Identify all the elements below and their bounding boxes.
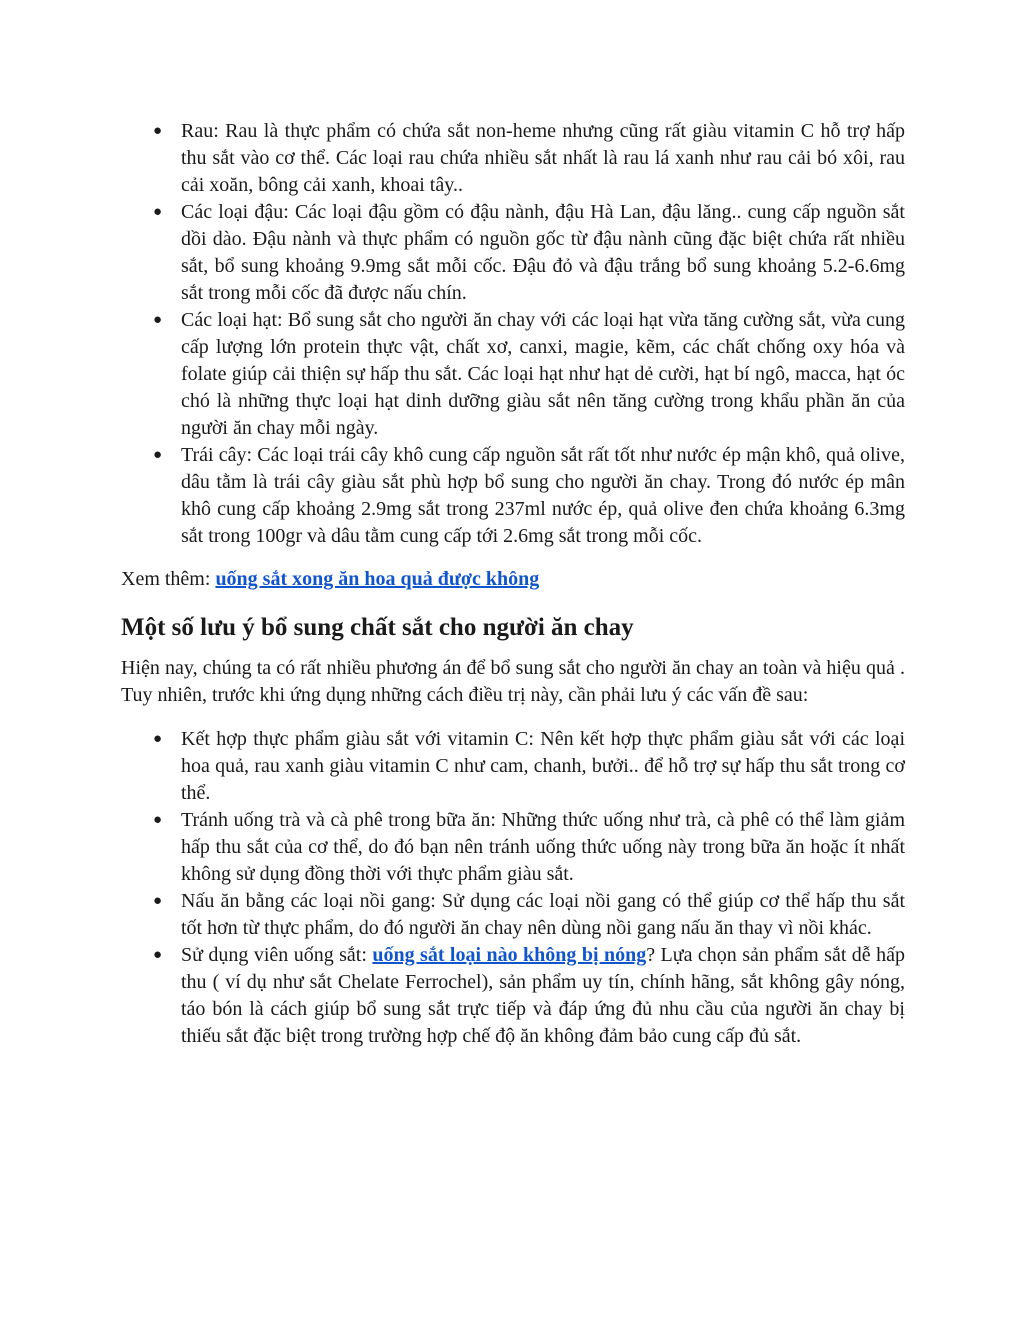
list-item-text: Rau: Rau là thực phẩm có chứa sắt non-heme nhưng cũng rất giàu vitamin C hỗ trợ hấp thu sắt vào cơ thể. Các loại rau chứa nhiều sắt nhất là rau lá xanh như rau cải bó xôi, rau cải xoăn, bông cải xanh, khoai tây..: [181, 120, 905, 196]
bullet-icon: ●: [153, 731, 163, 747]
list-item: [121, 942, 905, 1050]
list-item: [121, 307, 905, 442]
list-item-text: Nấu ăn bằng các loại nồi gang: Sử dụng các loại nồi gang có thể giúp cơ thể hấp thu sắt tốt hơn từ thực phẩm, do đó người ăn chay nên dùng nồi gang nấu ăn thay vì nồi khác.: [181, 890, 905, 939]
list-item: [121, 442, 905, 550]
list-item-text: Các loại đậu: Các loại đậu gồm có đậu nành, đậu Hà Lan, đậu lăng.. cung cấp nguồn sắt dồi dào. Đậu nành và thực phẩm có nguồn gốc từ đậu nành cũng đặc biệt chứa rất nhiều sắt, bổ sung khoảng 9.9mg sắt mỗi cốc. Đậu đỏ và đậu trắng bổ sung khoảng 5.2-6.6mg sắt trong mỗi cốc đã được nấu chín.: [181, 201, 905, 304]
list-item-text: Tránh uống trà và cà phê trong bữa ăn: Những thức uống như trà, cà phê có thể làm giảm hấp thu sắt của cơ thể, do đó bạn nên tránh uống thức uống này trong bữa ăn hoặc ít nhất không sử dụng đồng thời với thực phẩm giàu sắt.: [181, 809, 905, 885]
list-item: [121, 726, 905, 807]
list-item-text: Kết hợp thực phẩm giàu sắt với vitamin C: Nên kết hợp thực phẩm giàu sắt với các loại hoa quả, rau xanh giàu vitamin C như cam, chanh, bưởi.. để hỗ trợ sự hấp thu sắt trong cơ thể.: [181, 728, 905, 804]
list-item-text: Trái cây: Các loại trái cây khô cung cấp nguồn sắt rất tốt như nước ép mận khô, quả olive, dâu tằm là trái cây giàu sắt phù hợp bổ sung cho người ăn chay. Trong đó nước ép mân khô cung cấp khoảng 2.9mg sắt trong 237ml nước ép, quả olive đen chứa khoảng 6.3mg sắt trong 100gr và dâu tằm cung cấp tới 2.6mg sắt trong mỗi cốc.: [181, 444, 905, 547]
list-item: [121, 807, 905, 888]
see-more-prefix: Xem thêm:: [121, 568, 216, 590]
bullet-icon: ●: [153, 204, 163, 220]
list-item-text: Các loại hạt: Bổ sung sắt cho người ăn chay với các loại hạt vừa tăng cường sắt, vừa cung cấp lượng lớn protein thực vật, chất xơ, canxi, magie, kẽm, các chất chống oxy hóa và folate giúp cải thiện sự hấp thu sắt. Các loại hạt như hạt dẻ cười, hạt bí ngô, macca, hạt óc chó là những thực loại hạt dinh dưỡng giàu sắt nên tăng cường trong khẩu phần ăn của người ăn chay mỗi ngày.: [181, 309, 905, 439]
bullet-icon: ●: [153, 312, 163, 328]
food-sources-list: [121, 118, 905, 550]
bullet-icon: ●: [153, 947, 163, 963]
list-item: [121, 888, 905, 942]
section-heading: Một số lưu ý bổ sung chất sắt cho người ăn chay: [121, 614, 634, 641]
intro-paragraph: Hiện nay, chúng ta có rất nhiều phương án để bổ sung sắt cho người ăn chay an toàn và hiệu quả . Tuy nhiên, trước khi ứng dụng những cách điều trị này, cần phải lưu ý các vấn đề sau:: [121, 657, 905, 706]
list-item-prefix: Sử dụng viên uống sắt:: [181, 944, 373, 966]
see-more-link[interactable]: uống sắt xong ăn hoa quả được không: [215, 568, 540, 590]
bullet-icon: ●: [153, 812, 163, 828]
iron-supplement-link[interactable]: uống sắt loại nào không bị nóng: [372, 944, 647, 966]
list-item: [121, 118, 905, 199]
list-item: [121, 199, 905, 307]
bullet-icon: ●: [153, 447, 163, 463]
see-more-line: [121, 566, 905, 593]
list-item-suffix: ? Lựa chọn sản phẩm sắt dễ hấp thu ( ví dụ như sắt Chelate Ferrochel), sản phẩm uy tín, chính hãng, sắt không gây nóng, táo bón là cách giúp bổ sung sắt trực tiếp và đáp ứng đủ nhu cầu của người ăn chay bị thiếu sắt đặc biệt trong trường hợp chế độ ăn không đảm bảo cung cấp đủ sắt.: [181, 944, 905, 1047]
document-page: [121, 118, 905, 1050]
notes-list: [121, 726, 905, 1050]
bullet-icon: ●: [153, 123, 163, 139]
bullet-icon: ●: [153, 893, 163, 909]
